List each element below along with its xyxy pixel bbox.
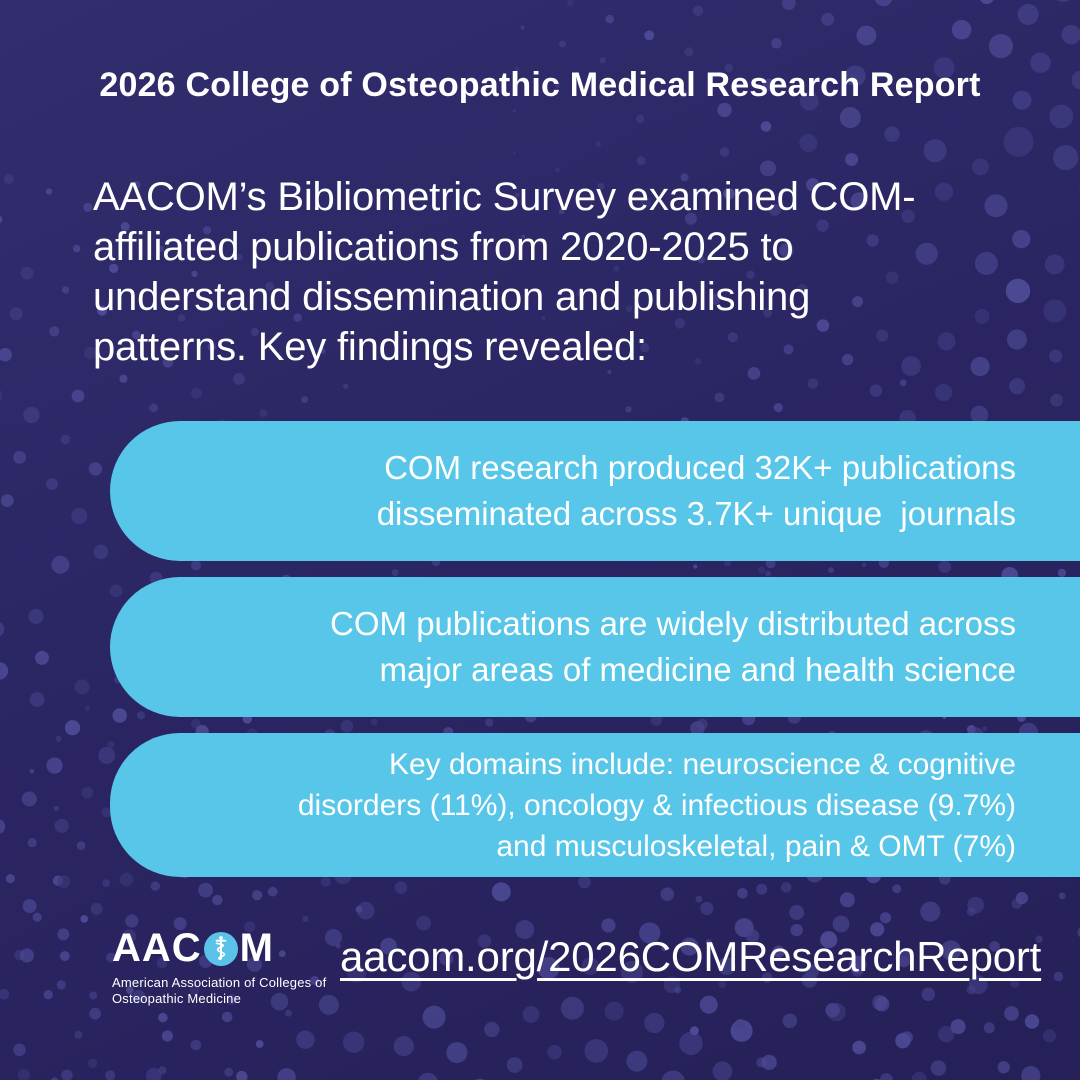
finding-pill-publications bbox=[110, 421, 1080, 561]
pill-line: major areas of medicine and health science bbox=[379, 651, 1016, 688]
report-url-link[interactable]: aacom.org/2026COMResearchReport bbox=[340, 933, 1042, 980]
pill-line: COM publications are widely distributed across bbox=[330, 605, 1016, 642]
finding-pill-distribution bbox=[110, 577, 1080, 717]
aacom-logo bbox=[112, 926, 326, 1007]
intro-paragraph bbox=[93, 172, 915, 372]
pill-line: COM research produced 32K+ publications bbox=[384, 449, 1016, 486]
page-title: 2026 College of Osteopathic Medical Research Report bbox=[99, 66, 981, 104]
intro-line: AACOM’s Bibliometric Survey examined COM- bbox=[93, 175, 916, 219]
pill-line: disseminated across 3.7K+ unique journals bbox=[376, 495, 1016, 532]
caduceus-icon bbox=[204, 931, 238, 965]
logo-tagline bbox=[112, 975, 326, 1007]
logo-tagline-line: Osteopathic Medicine bbox=[112, 991, 242, 1006]
intro-line: understand dissemination and publishing bbox=[93, 275, 811, 319]
pill-line: Key domains include: neuroscience & cognitive bbox=[388, 747, 1016, 781]
intro-line: patterns. Key findings revealed: bbox=[93, 325, 647, 369]
intro-line: affiliated publications from 2020-2025 to bbox=[93, 225, 794, 269]
finding-pill-domains bbox=[110, 733, 1080, 877]
pill-line: and musculoskeletal, pain & OMT (7%) bbox=[496, 829, 1016, 863]
pill-line: disorders (11%), oncology & infectious disease (9.7%) bbox=[297, 788, 1016, 822]
aacom-logo-wordmark bbox=[112, 926, 326, 970]
logo-suffix: M bbox=[239, 926, 274, 970]
logo-tagline-line: American Association of Colleges of bbox=[112, 975, 327, 990]
logo-prefix: AAC bbox=[112, 926, 202, 970]
